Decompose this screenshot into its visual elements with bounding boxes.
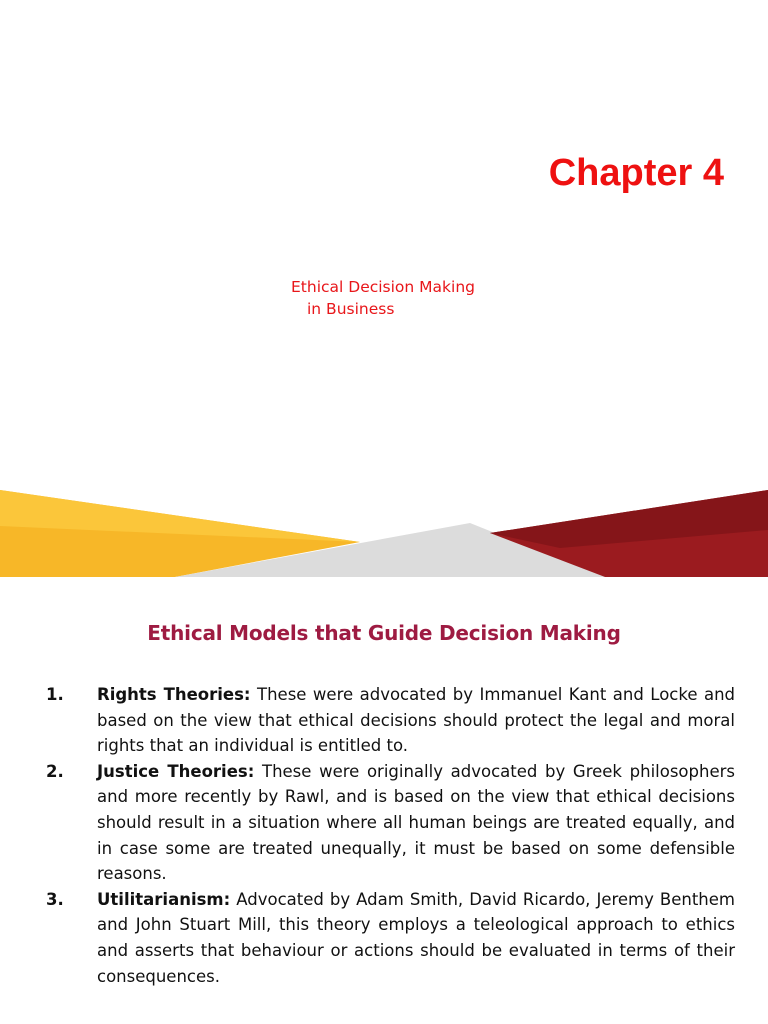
list-item-number: 3.: [46, 889, 64, 909]
list-item-text: Advocated by Adam Smith, David Ricardo, Jeremy Benthem and John Stuart Mill, this theory employs a teleological approach to ethics and asserts that behaviour or actions should be evaluated in terms of their consequences.: [97, 889, 735, 986]
list-item-number: 1.: [46, 685, 64, 704]
list-item-term: Rights Theories:: [97, 685, 251, 704]
list-item-text: These were originally advocated by Greek philosophers and more recently by Rawl, and is based on the view that ethical decisions should result in a situation where all human beings are treated equally, and in case some are treated unequally, it must be based on some defensible reasons.: [97, 761, 735, 884]
slide-subtitle: [291, 276, 475, 320]
ethical-models-list: [46, 682, 735, 989]
list-item-text: These were advocated by Immanuel Kant and Locke and based on the view that ethical decisions should protect the legal and moral rights that an individual is entitled to.: [97, 685, 736, 756]
list-item-number: 2.: [46, 761, 64, 781]
list-item-term: Justice Theories:: [97, 761, 255, 781]
list-item-term: Utilitarianism:: [97, 889, 231, 909]
chapter-title: Chapter 4: [548, 152, 724, 194]
list-item: [46, 887, 735, 989]
decorative-banner: [0, 490, 768, 577]
subtitle-line-1: Ethical Decision Making: [291, 278, 475, 296]
subtitle-line-2: in Business: [307, 300, 395, 318]
list-item: [46, 682, 735, 759]
list-item: [46, 759, 735, 887]
section-heading: Ethical Models that Guide Decision Making: [147, 621, 621, 645]
